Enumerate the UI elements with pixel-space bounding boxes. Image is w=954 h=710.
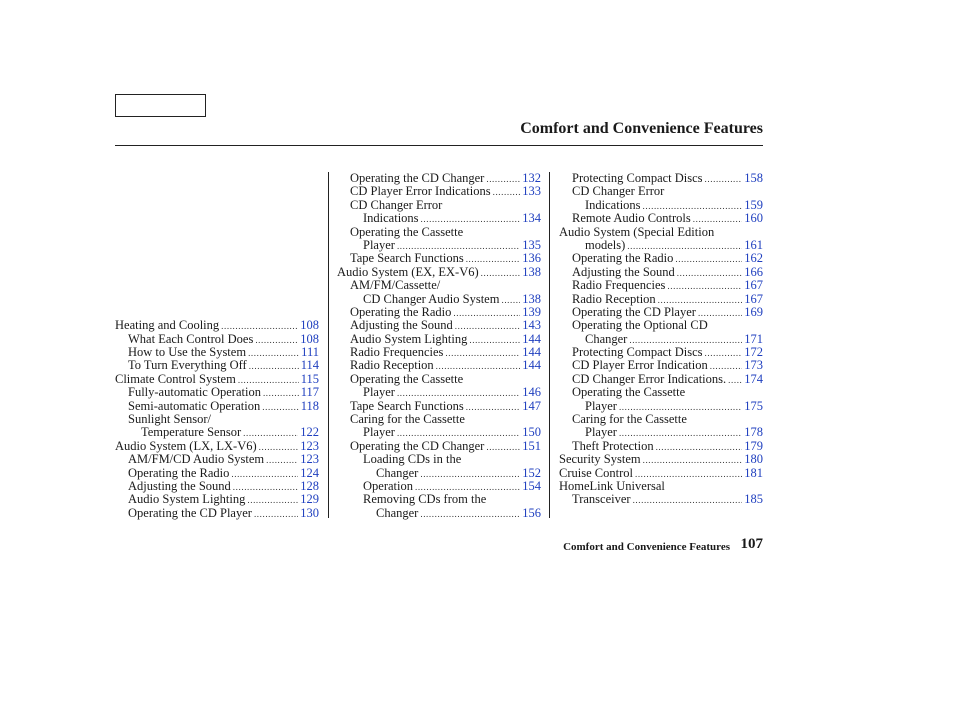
index-column-1 [115,172,319,520]
index-entry [337,453,541,466]
entry-text: Protecting Compact Discs [572,345,703,360]
index-entry [337,279,541,292]
index-entry [337,252,541,265]
page-link[interactable]: 122 [300,425,319,440]
index-entry [559,239,763,252]
entry-text: Audio System (EX, EX-V6) [337,264,479,279]
page-link[interactable]: 147 [522,398,541,413]
index-entry [115,493,319,506]
dot-leader [705,347,743,360]
page-link[interactable]: 162 [744,251,763,266]
index-entry [559,185,763,198]
dot-leader [469,334,520,347]
page-link[interactable]: 171 [744,331,763,346]
index-entry [115,333,319,346]
index-entry [337,319,541,332]
index-entry [337,440,541,453]
page-link[interactable]: 169 [744,304,763,319]
page-link[interactable]: 108 [300,318,319,333]
dot-leader [728,374,742,387]
dot-leader [231,468,298,481]
entry-text: CD Player Error Indication [572,358,708,373]
entry-text: Operating the Radio [128,465,230,480]
index-entry [115,453,319,466]
dot-leader [705,173,743,186]
index-entry [559,172,763,185]
index-entry [115,373,319,386]
page-link[interactable]: 124 [300,465,319,480]
dot-leader [249,360,299,373]
page-link[interactable]: 132 [522,171,541,185]
index-entry [337,199,541,212]
entry-text: Operating the CD Player [572,304,696,319]
page-link[interactable]: 134 [522,211,541,226]
dot-leader [677,267,742,280]
page-link[interactable]: 152 [522,465,541,480]
index-entry [559,359,763,372]
entry-text: Radio Frequencies [572,278,666,293]
entry-text: What Each Control Does [128,331,254,346]
column-divider-2 [549,172,550,518]
header-rule [115,145,763,146]
dot-leader [420,508,520,521]
page-link[interactable]: 128 [300,478,319,493]
index-entry [559,413,763,426]
entry-text: Player [363,237,395,252]
page-link[interactable]: 138 [522,291,541,306]
entry-text: Caring for the Cassette [350,412,465,427]
index-entry [559,386,763,399]
index-entry [559,373,763,386]
entry-text: Player [585,425,617,440]
index-column-3 [559,172,763,507]
page-link[interactable]: 115 [300,371,319,386]
entry-text: Operation [363,478,413,493]
index-entry [337,507,541,520]
index-entry [559,212,763,225]
dot-leader [262,401,298,414]
entry-text: Radio Reception [572,291,656,306]
page-link[interactable]: 143 [522,318,541,333]
page-link[interactable]: 181 [744,465,763,480]
dot-leader [445,347,520,360]
tab-box [115,94,206,117]
page-link[interactable]: 108 [300,331,319,346]
page-link[interactable]: 167 [744,291,763,306]
index-entry [337,346,541,359]
page-link[interactable]: 129 [300,492,319,507]
dot-leader [247,494,298,507]
index-entry [337,172,541,185]
dot-leader [255,334,298,347]
entry-text: Audio System (Special Edition [559,224,715,239]
entry-text: Operating the Radio [572,251,674,266]
dot-leader [259,441,299,454]
entry-text: Audio System Lighting [350,331,468,346]
page-link[interactable]: 161 [744,237,763,252]
entry-text: Changer [376,465,419,480]
page-link[interactable]: 179 [744,438,763,453]
page-link[interactable]: 172 [744,345,763,360]
entry-text: CD Changer Error [572,184,665,199]
dot-leader [643,454,743,467]
page-link[interactable]: 159 [744,197,763,212]
page-link[interactable]: 180 [744,452,763,467]
page-link[interactable]: 146 [522,385,541,400]
index-entry [559,400,763,413]
page-link[interactable]: 123 [300,438,319,453]
dot-leader [633,494,743,507]
entry-text: Temperature Sensor [141,425,242,440]
index-entry [337,185,541,198]
dot-leader [248,347,299,360]
dot-leader [667,280,742,293]
index-entry [115,319,319,332]
entry-text: Player [363,425,395,440]
entry-text: CD Changer Error Indications. [572,371,727,386]
page-link[interactable]: 118 [300,398,319,413]
entry-text: Adjusting the Sound [350,318,453,333]
entry-text: Operating the CD Changer [350,438,485,453]
index-entry [559,279,763,292]
page-number: 107 [740,536,763,552]
entry-text: Climate Control System [115,371,236,386]
page-link[interactable]: 114 [300,358,319,373]
index-entry [337,293,541,306]
entry-text: AM/FM/Cassette/ [350,278,441,293]
entry-text: Radio Frequencies [350,345,444,360]
index-entry [337,239,541,252]
page-link[interactable]: 175 [744,398,763,413]
entry-text: Caring for the Cassette [572,412,687,427]
index-entry [559,426,763,439]
entry-text: Player [585,398,617,413]
index-entry [337,266,541,279]
footer-label: Comfort and Convenience Features [563,541,730,553]
entry-text: Operating the Cassette [350,224,464,239]
entry-text: Theft Protection [572,438,654,453]
index-entry [115,359,319,372]
dot-leader [501,294,520,307]
page-link[interactable]: 117 [300,385,319,400]
dot-leader [420,468,520,481]
entry-text: Cruise Control [559,465,633,480]
page-link[interactable]: 136 [522,251,541,266]
page-link[interactable]: 133 [522,184,541,199]
page-link[interactable]: 154 [522,478,541,493]
page-link[interactable]: 156 [522,505,541,520]
index-entry [115,426,319,439]
index-entry [559,493,763,506]
entry-text: Adjusting the Sound [128,478,231,493]
column-divider-1 [328,172,329,518]
entry-text: To Turn Everything Off [128,358,247,373]
index-entry [115,440,319,453]
index-entry [337,333,541,346]
index-entry [559,480,763,493]
entry-text: Operating the Optional CD [572,318,708,333]
index-entry [559,252,763,265]
entry-text: CD Changer Error [350,197,443,212]
index-entry [337,426,541,439]
entry-text: Changer [376,505,419,520]
dot-leader [453,307,520,320]
index-entry [337,359,541,372]
page-link[interactable]: 130 [300,505,319,520]
entry-text: Adjusting the Sound [572,264,675,279]
index-entry [559,453,763,466]
entry-text: models) [585,237,626,252]
dot-leader [466,401,521,414]
index-entry [115,386,319,399]
page-link[interactable]: 135 [522,237,541,252]
page-link[interactable]: 150 [522,425,541,440]
index-entry [559,333,763,346]
entry-text: Tape Search Functions [350,251,464,266]
entry-text: Protecting Compact Discs [572,171,703,185]
entry-text: Indications [363,211,419,226]
page-link[interactable]: 166 [744,264,763,279]
entry-text: Loading CDs in the [363,452,462,467]
index-entry [115,507,319,520]
entry-text: AM/FM/CD Audio System [128,452,265,467]
entry-text: Operating the Radio [350,304,452,319]
index-entry [337,212,541,225]
index-entry [337,467,541,480]
index-entry [559,226,763,239]
entry-text: CD Player Error Indications [350,184,491,199]
index-column-2 [337,172,541,520]
index-entry [559,346,763,359]
page-link[interactable]: 138 [522,264,541,279]
dot-leader [675,253,742,266]
entry-text: Transceiver [572,492,631,507]
entry-text: Audio System Lighting [128,492,246,507]
index-entry [115,480,319,493]
index-entry [337,226,541,239]
entry-text: Fully-automatic Operation [128,385,261,400]
page-link[interactable]: 139 [522,304,541,319]
dot-leader [263,387,299,400]
page-link[interactable]: 167 [744,278,763,293]
entry-text: Remote Audio Controls [572,211,691,226]
index-entry [337,413,541,426]
entry-text: Radio Reception [350,358,434,373]
page-link[interactable]: 160 [744,211,763,226]
dot-leader [486,173,520,186]
index-entry [559,319,763,332]
page-link[interactable]: 123 [300,452,319,467]
entry-text: How to Use the System [128,345,247,360]
entry-text: Operating the Cassette [572,385,686,400]
index-entry [337,306,541,319]
section-title: Comfort and Convenience Features [520,120,763,137]
page-link[interactable]: 173 [744,358,763,373]
index-entry [559,293,763,306]
dot-leader [656,441,743,454]
entry-text: CD Changer Audio System [363,291,500,306]
index-entry [559,440,763,453]
entry-text: Heating and Cooling [115,318,220,333]
index-entry [337,386,541,399]
index-entry [559,467,763,480]
page-link[interactable]: 178 [744,425,763,440]
entry-text: Semi-automatic Operation [128,398,261,413]
entry-text: Player [363,385,395,400]
dot-leader [266,454,298,467]
index-entry [115,346,319,359]
page-link[interactable]: 185 [744,492,763,507]
entry-text: Removing CDs from the [363,492,487,507]
page-link[interactable]: 151 [522,438,541,453]
entry-text: Tape Search Functions [350,398,464,413]
dot-leader [486,441,520,454]
entry-text: Changer [585,331,628,346]
index-entry [115,413,319,426]
page-link[interactable]: 111 [301,345,319,360]
entry-text: Security System [559,452,641,467]
dot-leader [493,186,521,199]
entry-text: Operating the CD Changer [350,171,485,185]
index-entry [115,400,319,413]
entry-text: Sunlight Sensor/ [128,412,211,427]
index-entry [337,493,541,506]
page-link[interactable]: 144 [522,345,541,360]
entry-text: HomeLink Universal [559,478,665,493]
index-entry [337,400,541,413]
index-entry [337,373,541,386]
index-entry [559,199,763,212]
index-entry [559,266,763,279]
dot-leader [254,508,298,521]
dot-leader [481,267,521,280]
page-link[interactable]: 144 [522,358,541,373]
page-link[interactable]: 158 [744,171,763,185]
entry-text: Operating the CD Player [128,505,252,520]
entry-text: Operating the Cassette [350,371,464,386]
index-entry [115,467,319,480]
page-link[interactable]: 174 [744,371,763,386]
index-entry [559,306,763,319]
entry-text: Indications [585,197,641,212]
page-link[interactable]: 144 [522,331,541,346]
index-entry [337,480,541,493]
entry-text: Audio System (LX, LX-V6) [115,438,257,453]
